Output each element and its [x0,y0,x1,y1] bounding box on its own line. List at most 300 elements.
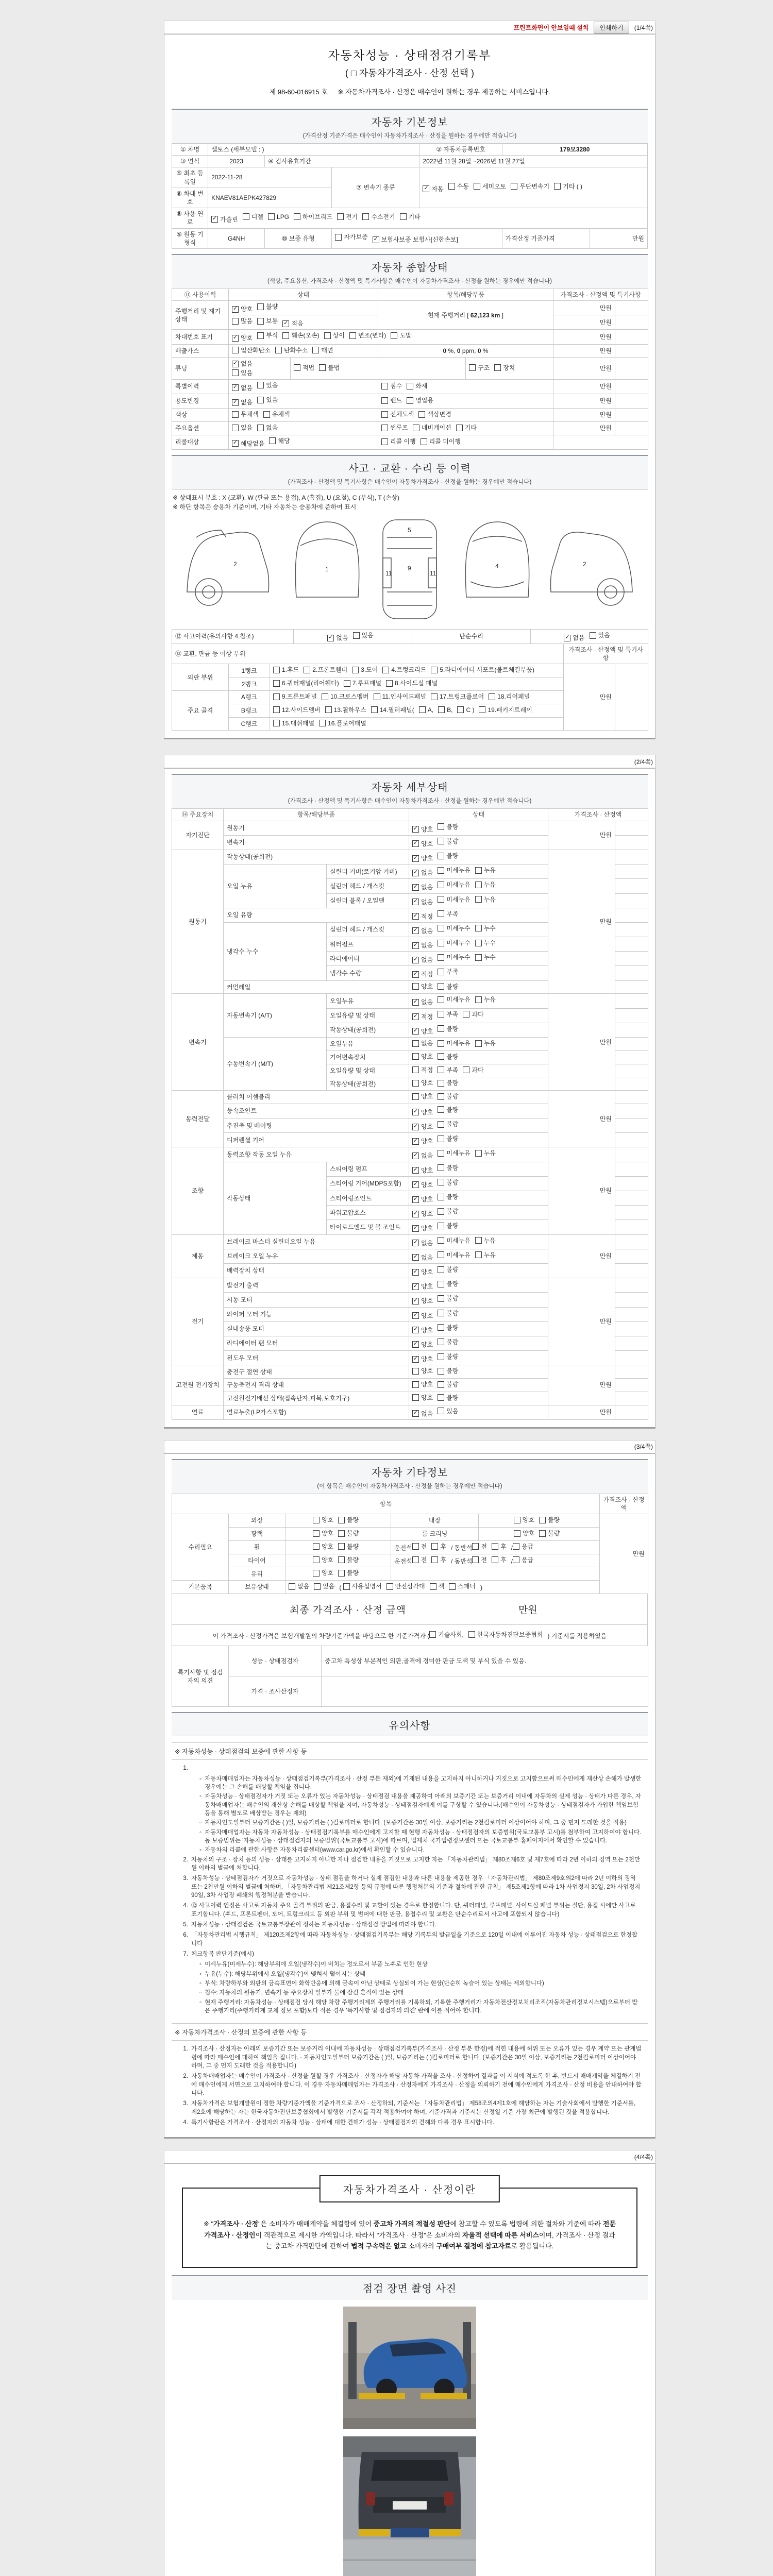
checkbox-icon[interactable] [313,1517,320,1523]
checkbox-icon[interactable] [232,384,239,391]
checkbox-icon[interactable] [282,320,289,327]
checkbox-option[interactable] [438,1207,458,1215]
checkbox-option[interactable] [438,1222,458,1230]
checkbox-option[interactable] [412,1543,427,1551]
checkbox-option[interactable] [412,1312,433,1320]
checkbox-option[interactable] [273,719,314,727]
checkbox-option[interactable] [438,995,470,1004]
checkbox-option[interactable] [438,1280,458,1288]
checkbox-option[interactable] [431,666,534,674]
checkbox-icon[interactable] [438,1053,444,1060]
checkbox-icon[interactable] [412,1269,419,1276]
checkbox-icon[interactable] [438,706,445,713]
checkbox-icon[interactable] [412,1356,419,1363]
checkbox-icon[interactable] [338,1570,345,1577]
checkbox-icon[interactable] [438,1310,444,1316]
checkbox-icon[interactable] [475,996,482,1003]
checkbox-option[interactable] [407,396,433,404]
checkbox-option[interactable] [514,1529,534,1537]
checkbox-option[interactable] [438,1120,458,1128]
checkbox-icon[interactable] [335,234,342,241]
checkbox-icon[interactable] [412,1556,419,1563]
checkbox-icon[interactable] [381,383,388,389]
checkbox-option[interactable] [313,1556,333,1564]
checkbox-option[interactable] [257,381,278,389]
checkbox-option[interactable] [412,1166,433,1175]
checkbox-option[interactable] [438,823,458,831]
checkbox-option[interactable] [412,1108,433,1116]
checkbox-option[interactable] [463,1066,483,1074]
checkbox-icon[interactable] [337,213,344,220]
checkbox-option[interactable] [438,1236,470,1245]
checkbox-option[interactable] [289,1582,309,1590]
checkbox-icon[interactable] [407,383,413,389]
checkbox-icon[interactable] [448,183,455,190]
checkbox-option[interactable] [400,213,421,221]
checkbox-option[interactable] [438,1294,458,1302]
checkbox-option[interactable] [407,382,427,390]
checkbox-option[interactable] [438,1149,470,1157]
checkbox-icon[interactable] [353,632,360,639]
checkbox-option[interactable] [343,1582,382,1590]
checkbox-icon[interactable] [344,680,350,687]
checkbox-option[interactable] [232,346,271,354]
checkbox-option[interactable] [513,1543,533,1551]
checkbox-icon[interactable] [413,425,419,431]
checkbox-icon[interactable] [232,411,239,418]
checkbox-option[interactable] [294,364,314,372]
checkbox-option[interactable] [263,410,290,418]
checkbox-option[interactable] [472,1543,487,1551]
checkbox-icon[interactable] [374,693,380,700]
checkbox-icon[interactable] [468,1631,475,1638]
checkbox-option[interactable] [412,1253,433,1262]
checkbox-icon[interactable] [475,867,482,874]
checkbox-option[interactable] [381,437,416,446]
checkbox-icon[interactable] [479,706,485,713]
checkbox-icon[interactable] [438,1208,444,1215]
checkbox-option[interactable] [232,384,253,392]
checkbox-option[interactable] [353,631,374,639]
checkbox-option[interactable] [412,1410,433,1418]
checkbox-icon[interactable] [412,1254,419,1261]
checkbox-icon[interactable] [407,397,413,404]
checkbox-option[interactable] [457,706,474,714]
checkbox-icon[interactable] [412,942,419,949]
checkbox-icon[interactable] [463,1066,469,1073]
checkbox-option[interactable] [421,437,461,446]
checkbox-option[interactable] [352,666,378,674]
checkbox-icon[interactable] [386,1583,393,1590]
checkbox-option[interactable] [494,364,515,372]
checkbox-option[interactable] [232,369,287,377]
checkbox-option[interactable] [412,1079,433,1087]
checkbox-icon[interactable] [430,1583,436,1590]
checkbox-icon[interactable] [449,1583,456,1590]
checkbox-icon[interactable] [381,425,388,431]
checkbox-icon[interactable] [438,1194,444,1200]
checkbox-option[interactable] [438,1066,458,1074]
checkbox-icon[interactable] [438,1408,444,1414]
checkbox-icon[interactable] [412,899,419,905]
checkbox-icon[interactable] [304,667,310,673]
checkbox-icon[interactable] [232,369,239,376]
checkbox-icon[interactable] [438,925,444,931]
checkbox-icon[interactable] [438,910,444,917]
checkbox-icon[interactable] [232,399,239,406]
checkbox-option[interactable] [475,1039,496,1047]
checkbox-icon[interactable] [412,1543,419,1550]
checkbox-icon[interactable] [423,185,429,192]
checkbox-option[interactable] [438,852,458,860]
checkbox-option[interactable] [273,706,321,714]
checkbox-icon[interactable] [438,1106,444,1113]
checkbox-icon[interactable] [381,397,388,404]
checkbox-icon[interactable] [514,1530,520,1537]
checkbox-icon[interactable] [382,667,389,673]
checkbox-option[interactable] [381,396,402,404]
checkbox-icon[interactable] [438,1025,444,1032]
checkbox-option[interactable] [313,1569,333,1577]
checkbox-option[interactable] [448,182,469,191]
checkbox-icon[interactable] [319,364,326,371]
checkbox-option[interactable] [412,1341,433,1349]
checkbox-icon[interactable] [475,954,482,961]
checkbox-option[interactable] [438,1265,458,1274]
checkbox-icon[interactable] [412,1196,419,1203]
checkbox-icon[interactable] [438,1040,444,1047]
checkbox-option[interactable] [472,1556,487,1564]
checkbox-icon[interactable] [273,706,280,713]
checkbox-icon[interactable] [438,1136,444,1142]
checkbox-option[interactable] [319,364,340,372]
checkbox-option[interactable] [468,1630,543,1639]
checkbox-option[interactable] [438,1025,458,1033]
checkbox-icon[interactable] [494,364,501,371]
checkbox-option[interactable] [418,410,451,418]
checkbox-option[interactable] [438,866,470,874]
checkbox-icon[interactable] [412,999,419,1006]
checkbox-icon[interactable] [232,347,239,353]
checkbox-option[interactable] [511,182,549,191]
checkbox-option[interactable] [319,719,366,727]
checkbox-icon[interactable] [412,913,419,920]
checkbox-icon[interactable] [412,1080,419,1087]
checkbox-icon[interactable] [381,438,388,445]
checkbox-icon[interactable] [438,1381,444,1388]
checkbox-icon[interactable] [429,1631,436,1638]
checkbox-option[interactable] [475,866,496,874]
checkbox-icon[interactable] [381,411,388,418]
checkbox-option[interactable] [313,1516,333,1524]
checkbox-option[interactable] [412,1268,433,1276]
checkbox-icon[interactable] [273,693,280,700]
checkbox-option[interactable] [338,1556,359,1564]
checkbox-option[interactable] [438,939,470,947]
checkbox-option[interactable] [475,1251,496,1259]
checkbox-option[interactable] [479,706,532,714]
checkbox-option[interactable] [349,331,386,340]
checkbox-icon[interactable] [438,1164,444,1171]
checkbox-icon[interactable] [386,680,393,687]
checkbox-icon[interactable] [419,706,426,713]
checkbox-icon[interactable] [513,1556,519,1563]
checkbox-option[interactable] [438,1106,458,1114]
checkbox-icon[interactable] [475,940,482,946]
checkbox-icon[interactable] [232,440,239,447]
checkbox-icon[interactable] [438,1394,444,1401]
checkbox-icon[interactable] [514,1517,520,1523]
checkbox-icon[interactable] [431,693,438,700]
checkbox-option[interactable] [412,998,433,1006]
checkbox-icon[interactable] [263,411,270,418]
checkbox-option[interactable] [492,1556,507,1564]
checkbox-option[interactable] [438,1039,470,1047]
checkbox-icon[interactable] [438,823,444,830]
checkbox-option[interactable] [374,692,426,701]
checkbox-option[interactable] [232,334,253,342]
checkbox-option[interactable] [423,185,443,193]
checkbox-icon[interactable] [438,896,444,903]
checkbox-option[interactable] [438,1134,458,1143]
checkbox-icon[interactable] [438,882,444,888]
checkbox-icon[interactable] [431,1556,438,1563]
checkbox-icon[interactable] [314,1583,321,1590]
checkbox-option[interactable] [475,1236,496,1245]
checkbox-option[interactable] [438,1338,458,1346]
checkbox-option[interactable] [438,837,458,845]
checkbox-option[interactable] [412,1556,427,1564]
checkbox-icon[interactable] [257,332,264,339]
checkbox-option[interactable] [469,364,490,372]
checkbox-icon[interactable] [554,183,561,190]
checkbox-icon[interactable] [511,183,517,190]
checkbox-option[interactable] [475,939,496,947]
checkbox-option[interactable] [438,982,458,991]
checkbox-option[interactable] [268,213,289,221]
checkbox-option[interactable] [211,215,238,224]
checkbox-option[interactable] [438,924,470,933]
checkbox-option[interactable] [273,679,339,687]
checkbox-option[interactable] [312,346,333,354]
checkbox-icon[interactable] [412,1167,419,1174]
checkbox-option[interactable] [438,1178,458,1187]
checkbox-icon[interactable] [438,983,444,990]
checkbox-icon[interactable] [412,1312,419,1319]
checkbox-icon[interactable] [412,1211,419,1217]
checkbox-option[interactable] [243,213,263,221]
checkbox-icon[interactable] [391,332,397,339]
checkbox-option[interactable] [412,1224,433,1232]
checkbox-option[interactable] [492,1543,507,1551]
checkbox-icon[interactable] [338,1530,345,1537]
checkbox-option[interactable] [324,331,345,340]
checkbox-option[interactable] [381,382,402,390]
checkbox-icon[interactable] [352,667,359,673]
checkbox-icon[interactable] [438,1368,444,1375]
checkbox-icon[interactable] [257,425,264,431]
checkbox-option[interactable] [438,1309,458,1317]
checkbox-option[interactable] [412,1053,433,1061]
checkbox-icon[interactable] [257,318,264,325]
checkbox-icon[interactable] [412,1341,419,1348]
checkbox-option[interactable] [371,706,414,714]
checkbox-option[interactable] [438,880,470,889]
checkbox-option[interactable] [381,423,408,432]
checkbox-option[interactable] [475,995,496,1004]
checkbox-option[interactable] [269,437,290,445]
checkbox-icon[interactable] [513,1543,519,1550]
checkbox-icon[interactable] [492,1556,498,1563]
checkbox-icon[interactable] [275,347,282,353]
checkbox-icon[interactable] [438,940,444,946]
checkbox-option[interactable] [438,1324,458,1332]
checkbox-icon[interactable] [418,411,425,418]
checkbox-icon[interactable] [456,425,463,431]
checkbox-option[interactable] [391,331,411,340]
checkbox-option[interactable] [438,910,458,918]
checkbox-icon[interactable] [431,1543,438,1550]
checkbox-option[interactable] [419,706,433,714]
checkbox-option[interactable] [314,1582,334,1590]
checkbox-option[interactable] [431,692,484,701]
checkbox-icon[interactable] [412,855,419,862]
checkbox-option[interactable] [474,182,506,191]
checkbox-icon[interactable] [463,1011,469,1018]
checkbox-option[interactable] [338,1516,359,1524]
checkbox-icon[interactable] [438,1080,444,1087]
checkbox-option[interactable] [438,1053,458,1061]
checkbox-icon[interactable] [438,1338,444,1345]
checkbox-option[interactable] [438,1251,470,1259]
checkbox-icon[interactable] [313,1530,320,1537]
checkbox-icon[interactable] [412,870,419,876]
checkbox-option[interactable] [412,1239,433,1247]
checkbox-option[interactable] [412,898,433,906]
checkbox-icon[interactable] [438,996,444,1003]
checkbox-icon[interactable] [400,213,407,220]
checkbox-icon[interactable] [412,971,419,978]
checkbox-option[interactable] [322,692,369,701]
checkbox-option[interactable] [232,410,259,418]
checkbox-option[interactable] [412,869,433,877]
checkbox-icon[interactable] [438,1066,444,1073]
checkbox-option[interactable] [413,423,451,432]
checkbox-icon[interactable] [412,1066,419,1073]
checkbox-icon[interactable] [273,720,280,726]
checkbox-option[interactable] [438,706,452,714]
checkbox-option[interactable] [232,439,264,448]
checkbox-option[interactable] [282,331,319,340]
checkbox-option[interactable] [438,1394,458,1402]
checkbox-option[interactable] [386,679,438,687]
checkbox-option[interactable] [438,1380,458,1388]
checkbox-option[interactable] [438,1092,458,1100]
checkbox-icon[interactable] [475,1237,482,1244]
checkbox-option[interactable] [412,1394,433,1402]
checkbox-option[interactable] [412,840,433,848]
checkbox-option[interactable] [382,666,426,674]
checkbox-icon[interactable] [371,706,378,713]
checkbox-option[interactable] [412,1151,433,1160]
checkbox-option[interactable] [273,692,317,701]
checkbox-icon[interactable] [412,927,419,934]
checkbox-icon[interactable] [294,364,300,371]
checkbox-option[interactable] [475,924,496,933]
checkbox-icon[interactable] [438,853,444,859]
checkbox-icon[interactable] [412,1124,419,1130]
checkbox-option[interactable] [294,213,332,221]
checkbox-icon[interactable] [412,1138,419,1145]
checkbox-icon[interactable] [294,213,300,220]
checkbox-option[interactable] [438,895,470,904]
checkbox-option[interactable] [257,302,278,311]
checkbox-option[interactable] [590,631,610,639]
checkbox-option[interactable] [232,305,253,313]
checkbox-icon[interactable] [412,840,419,847]
checkbox-option[interactable] [475,953,496,961]
checkbox-icon[interactable] [273,680,280,687]
checkbox-option[interactable] [412,912,433,921]
checkbox-option[interactable] [412,1380,433,1388]
checkbox-icon[interactable] [438,1295,444,1302]
checkbox-option[interactable] [412,1210,433,1218]
checkbox-icon[interactable] [257,303,264,310]
checkbox-icon[interactable] [438,1237,444,1244]
checkbox-option[interactable] [257,331,278,340]
checkbox-option[interactable] [344,679,381,687]
checkbox-option[interactable] [273,666,299,674]
checkbox-icon[interactable] [472,1543,479,1550]
checkbox-option[interactable] [412,1039,433,1047]
checkbox-icon[interactable] [211,216,218,223]
checkbox-option[interactable] [412,982,433,991]
checkbox-icon[interactable] [438,1251,444,1258]
checkbox-icon[interactable] [438,1266,444,1273]
checkbox-option[interactable] [514,1516,534,1524]
checkbox-icon[interactable] [539,1517,546,1523]
checkbox-icon[interactable] [412,983,419,990]
checkbox-icon[interactable] [438,954,444,961]
checkbox-option[interactable] [232,360,287,368]
checkbox-icon[interactable] [472,1556,479,1563]
checkbox-option[interactable] [438,1193,458,1201]
checkbox-icon[interactable] [412,826,419,833]
checkbox-option[interactable] [412,825,433,834]
checkbox-option[interactable] [338,1569,359,1577]
checkbox-option[interactable] [430,1582,445,1590]
checkbox-option[interactable] [412,970,433,978]
checkbox-icon[interactable] [474,183,480,190]
checkbox-option[interactable] [438,1164,458,1172]
checkbox-option[interactable] [489,692,530,701]
print-button[interactable]: 인쇄하기 [594,22,629,33]
checkbox-icon[interactable] [343,1583,350,1590]
checkbox-icon[interactable] [412,1368,419,1375]
checkbox-option[interactable] [412,1367,433,1375]
checkbox-option[interactable] [313,1529,333,1537]
checkbox-icon[interactable] [438,1121,444,1128]
checkbox-option[interactable] [327,634,348,642]
checkbox-icon[interactable] [475,925,482,931]
checkbox-icon[interactable] [257,397,264,403]
checkbox-option[interactable] [463,1010,483,1019]
checkbox-icon[interactable] [257,382,264,388]
checkbox-option[interactable] [431,1556,446,1564]
checkbox-option[interactable] [232,423,253,432]
checkbox-option[interactable] [412,1013,433,1021]
checkbox-option[interactable] [381,410,414,418]
